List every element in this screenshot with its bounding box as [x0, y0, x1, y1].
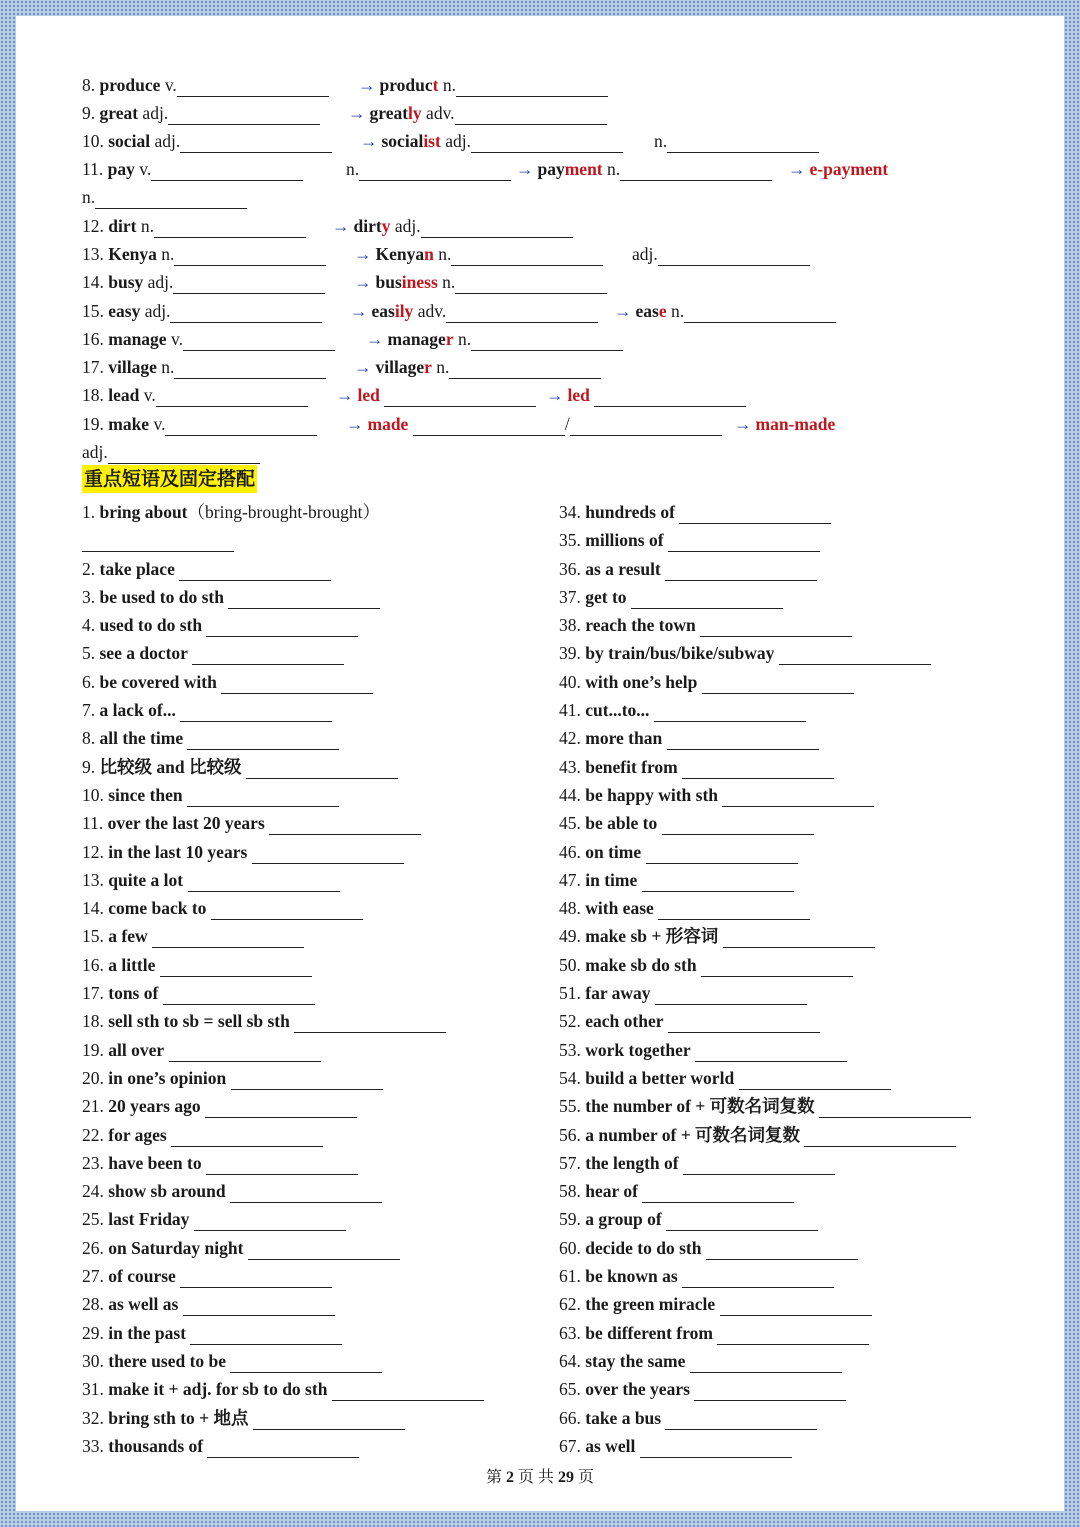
list-item: 40. with one’s help: [559, 668, 971, 696]
list-item: 54. build a better world: [559, 1064, 971, 1092]
list-item: 25. last Friday: [82, 1205, 484, 1233]
list-item: 20. in one’s opinion: [82, 1064, 484, 1092]
list-item: 32. bring sth to + 地点: [82, 1404, 484, 1432]
list-item: 15. a few: [82, 922, 484, 950]
list-item: 27. of course: [82, 1262, 484, 1290]
list-item-blank: [82, 526, 484, 554]
list-item: 52. each other: [559, 1007, 971, 1035]
list-item: 39. by train/bus/bike/subway: [559, 639, 971, 667]
list-item: 57. the length of: [559, 1149, 971, 1177]
list-item: 45. be able to: [559, 809, 971, 837]
list-item: 30. there used to be: [82, 1347, 484, 1375]
list-item: 47. in time: [559, 866, 971, 894]
list-item: 46. on time: [559, 838, 971, 866]
list-item: 9. 比较级 and 比较级: [82, 753, 484, 781]
list-item: 10. since then: [82, 781, 484, 809]
list-item: 44. be happy with sth: [559, 781, 971, 809]
document-page: 8. produce v. → product n. 9. great adj. → greatly adv. 10. social adj. → socialist adj. n. 11. pay v. n. → payment n. → e-payment n. 12. dirt n. → dirty adj. 13. Kenya n. → Kenyan n. adj. 14. busy adj. → business n. 15. easy adj. → easily adv. → ease n. 16. manage v. → manager n. 17. village n. → villager n. 18. lead v. → led → led 19. make v. → made / → man-made adj. 重点短语及固定搭配 1. bring about（bring-brought-brought） 2. take place 3. be used to do sth 4. used to do sth 5. see a doctor 6. be covered with 7. a lack of... 8. all the time 9. 比较级 and 比较级 10. since then 11. over the last 20 years 12. in the last 10 years 13. quite a lot 14. come back to 15. a few 16. a little 17. tons of 18. sell sth to sb = sell sb sth 19. all over 20. in one’s opinion 21. 20 years ago 22. for ages 23. have been to 24. show sb around 25. last Friday 26. on Saturday night 27. of course 28. as well as 29. in the past 30. there used to be 31. make it + adj. for sb to do sth 32. bring sth to + 地点 33. thousands of 34. hundreds of 35. millions of 36. as a result 37. get to 38. reach the town 39. by train/bus/bike/subway 40. with one’s help 41. cut...to... 42. more than 43. benefit from 44. be happy with sth 45. be able to 46. on time 47. in time 48. with ease 49. make sb + 形容词 50. make sb do sth 51. far away 52. each other 53. work together 54. build a better world 55. the number of + 可数名词复数 56. a number of + 可数名词复数 57. the length of 58. hear of 59. a group of 60. decide to do sth 61. be known as 62. the green miracle 63. be different from 64. stay the same 65. over the years 66. take a bus 67. as well 第 2 页 共 29 页: [16, 16, 1064, 1511]
list-item: 55. the number of + 可数名词复数: [559, 1092, 971, 1120]
list-item: 37. get to: [559, 583, 971, 611]
list-item: 33. thousands of: [82, 1432, 484, 1460]
list-item: 16. a little: [82, 951, 484, 979]
list-item: 53. work together: [559, 1036, 971, 1064]
list-item: 1. bring about（bring-brought-brought）: [82, 502, 380, 522]
list-item: 41. cut...to...: [559, 696, 971, 724]
list-item: 5. see a doctor: [82, 639, 484, 667]
list-item: 21. 20 years ago: [82, 1092, 484, 1120]
list-item: 67. as well: [559, 1432, 971, 1460]
list-item: 26. on Saturday night: [82, 1234, 484, 1262]
list-item: 60. decide to do sth: [559, 1234, 971, 1262]
phrase-list-right: [559, 498, 971, 1460]
list-item: 11. over the last 20 years: [82, 809, 484, 837]
list-item: 36. as a result: [559, 555, 971, 583]
list-item: 50. make sb do sth: [559, 951, 971, 979]
list-item: 59. a group of: [559, 1205, 971, 1233]
list-item: 4. used to do sth: [82, 611, 484, 639]
list-item: 8. all the time: [82, 724, 484, 752]
list-item: 34. hundreds of: [559, 498, 971, 526]
list-item: 7. a lack of...: [82, 696, 484, 724]
list-item: 66. take a bus: [559, 1404, 971, 1432]
list-item: 65. over the years: [559, 1375, 971, 1403]
list-item: 51. far away: [559, 979, 971, 1007]
list-item: 23. have been to: [82, 1149, 484, 1177]
list-item: 18. sell sth to sb = sell sb sth: [82, 1007, 484, 1035]
list-item: 29. in the past: [82, 1319, 484, 1347]
list-item: 58. hear of: [559, 1177, 971, 1205]
list-item: 64. stay the same: [559, 1347, 971, 1375]
list-item: 17. tons of: [82, 979, 484, 1007]
list-item: 2. take place: [82, 555, 484, 583]
list-item: 48. with ease: [559, 894, 971, 922]
page-footer: 第 2 页 共 29 页: [485, 1469, 595, 1486]
list-item: 19. all over: [82, 1036, 484, 1064]
list-item: 22. for ages: [82, 1121, 484, 1149]
list-item: 28. as well as: [82, 1290, 484, 1318]
phrase-list-left: [82, 498, 484, 1460]
list-item: 56. a number of + 可数名词复数: [559, 1121, 971, 1149]
list-item: 42. more than: [559, 724, 971, 752]
list-item: 13. quite a lot: [82, 866, 484, 894]
list-item: 62. the green miracle: [559, 1290, 971, 1318]
section-heading: 重点短语及固定搭配: [82, 465, 257, 493]
list-item: 43. benefit from: [559, 753, 971, 781]
list-item: 14. come back to: [82, 894, 484, 922]
list-item: 24. show sb around: [82, 1177, 484, 1205]
list-item: 63. be different from: [559, 1319, 971, 1347]
list-item: 12. in the last 10 years: [82, 838, 484, 866]
list-item: 6. be covered with: [82, 668, 484, 696]
list-item: 38. reach the town: [559, 611, 971, 639]
list-item: 3. be used to do sth: [82, 583, 484, 611]
list-item: 49. make sb + 形容词: [559, 922, 971, 950]
list-item: 31. make it + adj. for sb to do sth: [82, 1375, 484, 1403]
list-item: 35. millions of: [559, 526, 971, 554]
list-item: 61. be known as: [559, 1262, 971, 1290]
